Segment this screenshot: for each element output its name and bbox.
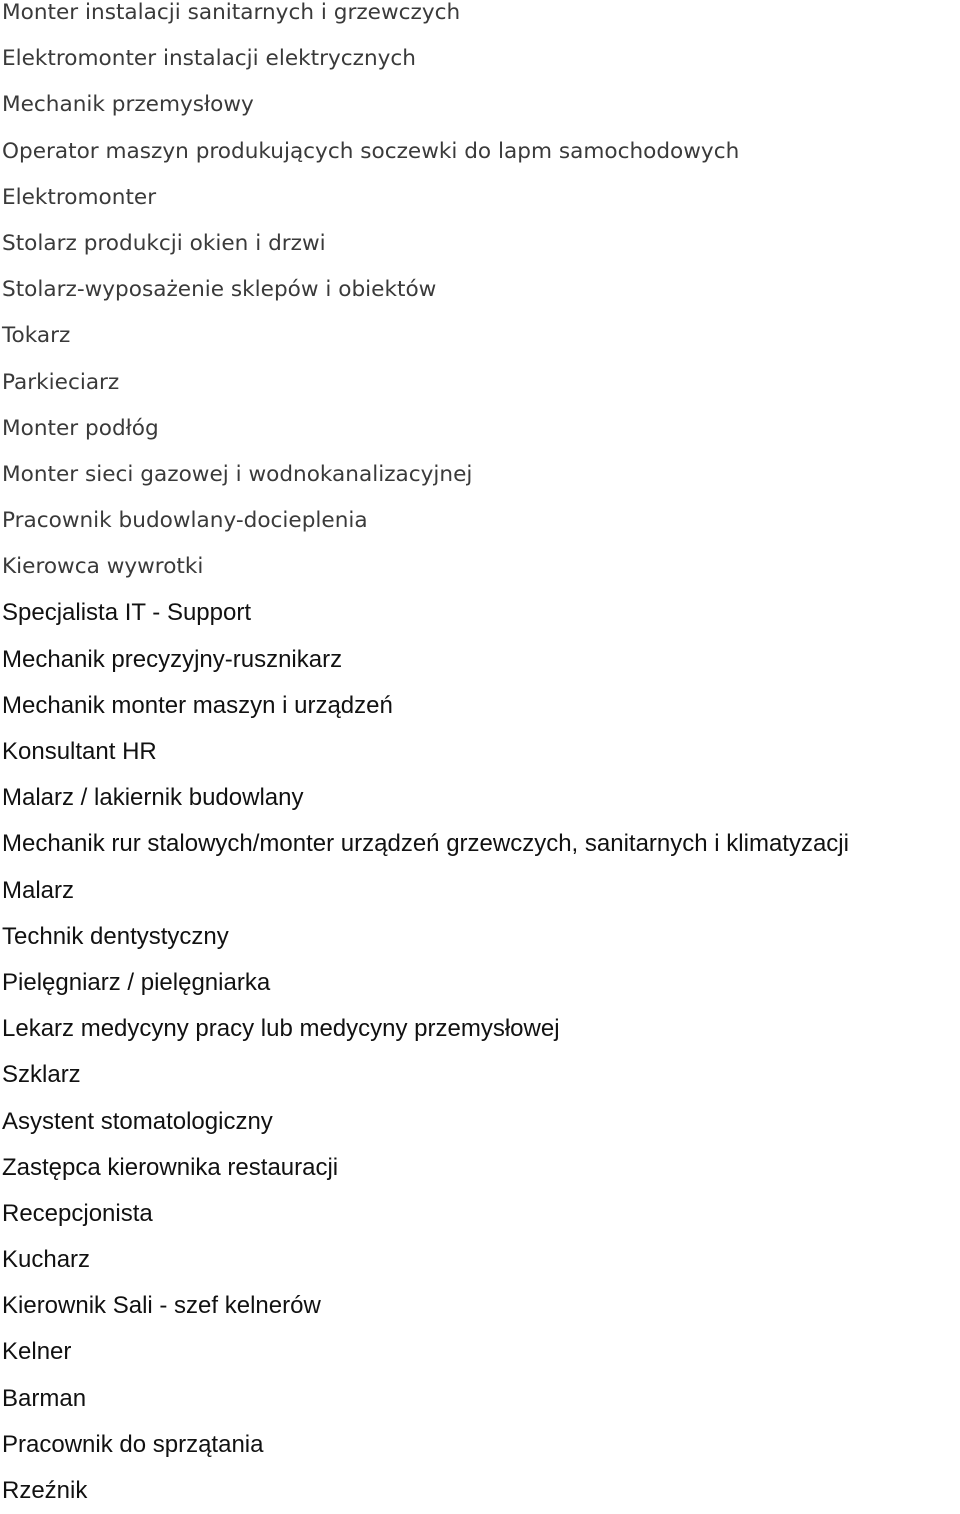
job-item: Stolarz produkcji okien i drzwi <box>2 230 326 256</box>
job-item: Lekarz medycyny pracy lub medycyny przemysłowej <box>2 1015 560 1043</box>
job-item: Recepcjonista <box>2 1199 153 1227</box>
job-item: Pielęgniarz / pielęgniarka <box>2 968 271 996</box>
job-item: Monter sieci gazowej i wodnokanalizacyjnej <box>2 461 473 487</box>
job-item: Kierownik Sali - szef kelnerów <box>2 1292 321 1320</box>
job-item: Operator maszyn produkujących soczewki do lapm samochodowych <box>2 138 740 164</box>
job-item: Mechanik precyzyjny-rusznikarz <box>2 645 343 673</box>
job-item: Monter instalacji sanitarnych i grzewczych <box>2 0 461 25</box>
job-list <box>2 0 849 1514</box>
job-item: Zastępca kierownika restauracji <box>2 1153 339 1181</box>
job-item: Elektromonter <box>2 184 157 210</box>
job-item: Kelner <box>2 1338 72 1366</box>
job-item: Tokarz <box>2 323 71 349</box>
job-item: Monter podłóg <box>2 415 159 441</box>
job-item: Pracownik do sprzątania <box>2 1430 264 1458</box>
job-item: Malarz / lakiernik budowlany <box>2 784 304 812</box>
job-item: Szklarz <box>2 1061 81 1089</box>
job-item: Rzeźnik <box>2 1477 88 1504</box>
job-item: Elektromonter instalacji elektrycznych <box>2 46 416 72</box>
job-item: Kierowca wywrotki <box>2 554 204 580</box>
job-item: Technik dentystyczny <box>2 922 229 950</box>
job-item: Stolarz-wyposażenie sklepów i obiektów <box>2 277 437 303</box>
job-item: Pracownik budowlany-docieplenia <box>2 508 368 534</box>
job-item: Specjalista IT - Support <box>2 599 252 627</box>
job-item: Barman <box>2 1384 87 1412</box>
job-item: Parkieciarz <box>2 369 120 395</box>
job-item: Kucharz <box>2 1246 91 1274</box>
job-item: Mechanik rur stalowych/monter urządzeń grzewczych, sanitarnych i klimatyzacji <box>2 830 849 858</box>
job-item: Mechanik monter maszyn i urządzeń <box>2 691 393 719</box>
job-item: Asystent stomatologiczny <box>2 1107 273 1135</box>
job-item: Mechanik przemysłowy <box>2 92 254 118</box>
job-item: Malarz <box>2 876 75 904</box>
job-item: Konsultant HR <box>2 738 157 765</box>
